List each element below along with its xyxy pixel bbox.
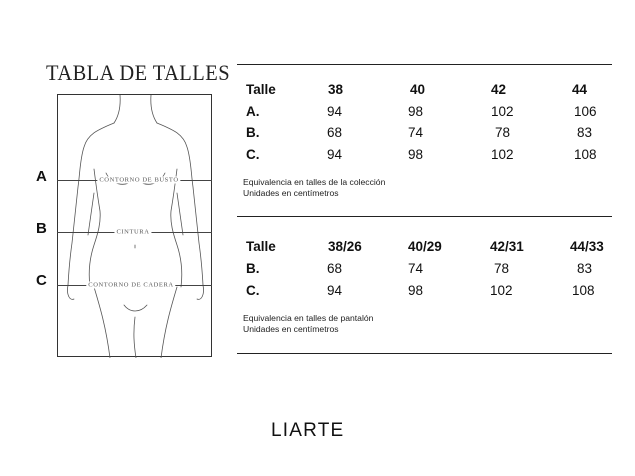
table-divider-rule (237, 216, 612, 217)
table2-header-row (0, 239, 635, 257)
table1-header-cell: Talle (246, 82, 276, 97)
brand-logo: LIARTE (271, 420, 345, 441)
table1-row (0, 125, 635, 143)
bust-measure-label: CONTORNO DE BUSTO (99, 176, 179, 184)
table1-row (0, 147, 635, 165)
table1-cell: 83 (577, 125, 593, 140)
table1-note-units: Unidades en centímetros (243, 188, 339, 198)
table1-top-rule (237, 64, 612, 65)
table2-header-cell: 42/31 (490, 239, 524, 254)
table1-note-collection: Equivalencia en talles de la colección (243, 177, 386, 187)
table1-cell: 102 (491, 147, 514, 162)
measure-letter-b: B (36, 220, 47, 237)
table1-cell: 68 (327, 125, 343, 140)
table2-bottom-rule (237, 353, 612, 354)
table2-row (0, 261, 635, 279)
table2-cell: 74 (408, 261, 424, 276)
table2-header-cell: 44/33 (570, 239, 604, 254)
table1-cell: 74 (408, 125, 424, 140)
waist-measure-label: CINTURA (116, 228, 150, 236)
table1-header-cell: 44 (572, 82, 588, 97)
table1-row (0, 104, 635, 122)
table1-row-label: B. (246, 125, 260, 140)
table1-cell: 94 (327, 147, 343, 162)
table1-cell: 106 (574, 104, 597, 119)
measure-letter-a: A (36, 168, 47, 185)
table2-cell: 68 (327, 261, 343, 276)
table2-row-label: C. (246, 283, 260, 298)
measure-letter-c: C (36, 272, 47, 289)
table1-row-label: C. (246, 147, 260, 162)
table1-cell: 102 (491, 104, 514, 119)
table2-cell: 83 (577, 261, 593, 276)
table2-note-units: Unidades en centímetros (243, 324, 339, 334)
table1-row-label: A. (246, 104, 260, 119)
table1-cell: 98 (408, 147, 424, 162)
table2-row (0, 283, 635, 301)
table2-note-pants: Equivalencia en talles de pantalón (243, 313, 374, 323)
table1-cell: 98 (408, 104, 424, 119)
table2-row-label: B. (246, 261, 260, 276)
table2-cell: 98 (408, 283, 424, 298)
table2-header-cell: 40/29 (408, 239, 442, 254)
table2-header-cell: 38/26 (328, 239, 362, 254)
table2-cell: 108 (572, 283, 595, 298)
table2-header-cell: Talle (246, 239, 276, 254)
table1-cell: 78 (495, 125, 511, 140)
table2-cell: 102 (490, 283, 513, 298)
table2-cell: 94 (327, 283, 343, 298)
page-title: TABLA DE TALLES (46, 60, 231, 85)
hip-measure-label: CONTORNO DE CADERA (88, 281, 174, 289)
table1-header-cell: 38 (328, 82, 344, 97)
table1-header-cell: 42 (491, 82, 507, 97)
table1-header-cell: 40 (410, 82, 426, 97)
table2-cell: 78 (494, 261, 510, 276)
table1-header-row (0, 82, 635, 100)
table1-cell: 108 (574, 147, 597, 162)
table1-cell: 94 (327, 104, 343, 119)
